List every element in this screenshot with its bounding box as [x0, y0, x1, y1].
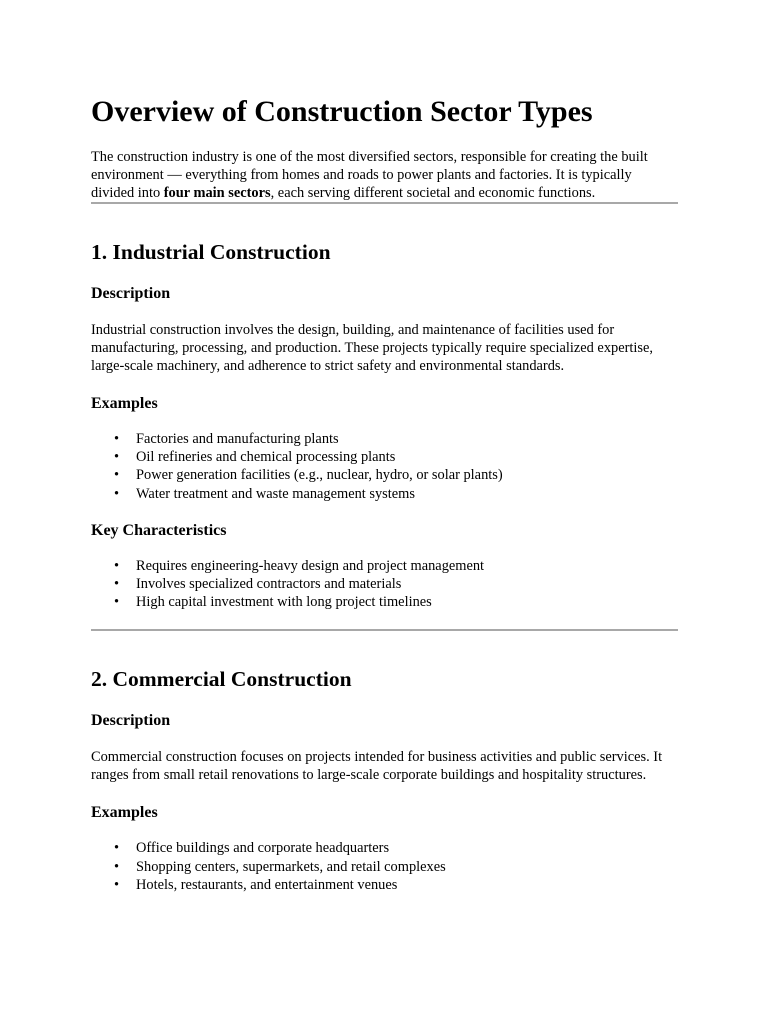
list-item: • Power generation facilities (e.g., nuclear, hydro, or solar plants) — [136, 466, 678, 484]
characteristics-list — [91, 557, 678, 612]
characteristics-heading: Key Characteristics — [91, 521, 227, 539]
intro-paragraph — [91, 148, 678, 202]
list-item: • High capital investment with long project timelines — [136, 593, 678, 611]
divider — [91, 629, 678, 631]
intro-text-start: The construction industry is one of the most diversified sectors, responsible for creating the built environment — everything from homes and roads to power plants and factories. It is typically divided into — [91, 149, 648, 201]
description-heading: Description — [91, 285, 171, 302]
examples-heading: Examples — [91, 395, 158, 412]
intro-text-end: , each serving different societal and economic functions. — [270, 185, 596, 201]
list-item: • Requires engineering-heavy design and project management — [136, 557, 678, 575]
examples-heading: Examples — [91, 804, 158, 822]
section-industrial — [91, 239, 678, 611]
list-item: • Involves specialized contractors and materials — [136, 575, 678, 593]
examples-list — [91, 839, 678, 894]
list-item: • Shopping centers, supermarkets, and retail complexes — [136, 858, 678, 876]
section-heading: 1. Industrial Construction — [91, 240, 331, 264]
divider — [91, 202, 678, 204]
list-item: • Factories and manufacturing plants — [136, 430, 678, 448]
description-paragraph: Industrial construction involves the design, building, and maintenance of facilities used for manufacturing, processing, and production. These projects typically require specialized expertise, large-scale machinery, and adherence to strict safety and environmental standards. — [91, 322, 653, 374]
list-item: • Water treatment and waste management systems — [136, 485, 678, 503]
list-item: • Office buildings and corporate headquarters — [136, 839, 678, 857]
list-item: • Oil refineries and chemical processing plants — [136, 448, 678, 466]
intro-bold-text: four main sectors — [163, 185, 271, 201]
description-heading: Description — [91, 712, 171, 730]
list-item: • Hotels, restaurants, and entertainment venues — [136, 876, 678, 894]
section-heading: 2. Commercial Construction — [91, 667, 352, 692]
description-paragraph: Commercial construction focuses on projects intended for business activities and public services. It ranges from small retail renovations to large-scale corporate buildings and hospitality structures. — [91, 749, 663, 784]
section-commercial — [91, 666, 678, 894]
page-title: Overview of Construction Sector Types — [91, 95, 593, 128]
examples-list — [91, 430, 678, 503]
